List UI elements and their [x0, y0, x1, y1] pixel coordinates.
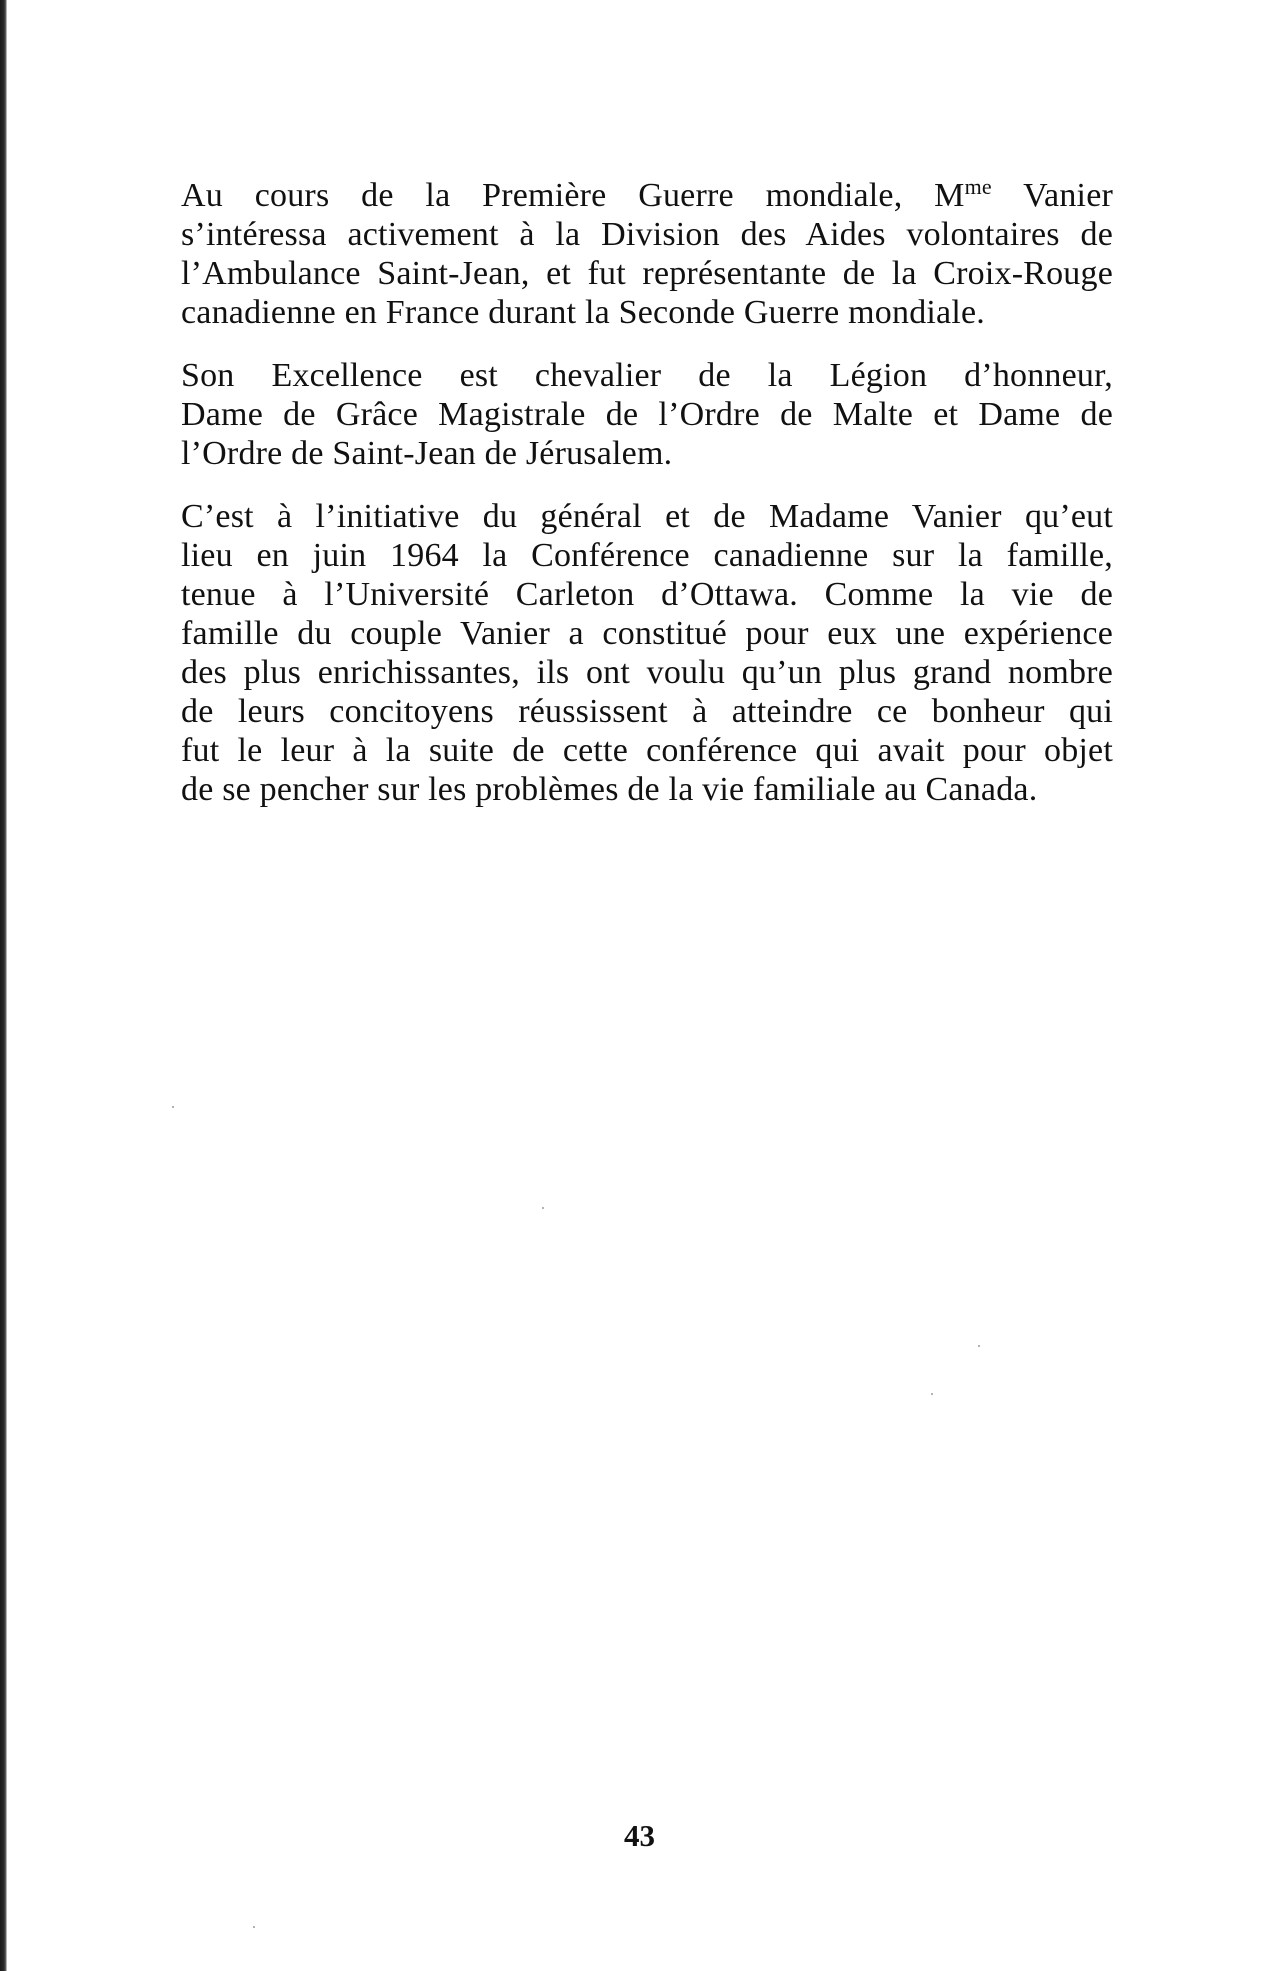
text-line: de se pencher sur les problèmes de la vie familiale au Canada. [181, 771, 1038, 808]
print-speck [542, 1207, 544, 1209]
text-line: l’Ambulance Saint-Jean, et fut représentante de la Croix-Rouge [181, 255, 1113, 292]
print-speck [931, 1393, 933, 1395]
text-line: tenue à l’Université Carleton d’Ottawa. Comme la vie de [181, 576, 1113, 613]
text-line: l’Ordre de Saint-Jean de Jérusalem. [181, 435, 673, 472]
print-speck [978, 1345, 980, 1347]
binding-edge [0, 0, 7, 1971]
print-speck [253, 1926, 255, 1928]
body-text [103, 176, 1113, 833]
paragraph-2 [103, 356, 1113, 473]
text-line: de leurs concitoyens réussissent à atteindre ce bonheur qui [181, 693, 1113, 730]
line-text-start: Au cours de la Première Guerre mondiale, M [181, 177, 965, 214]
text-line [103, 176, 1113, 215]
text-line: Dame de Grâce Magistrale de l’Ordre de Malte et Dame de [181, 396, 1113, 433]
superscript-abbreviation: me [964, 174, 992, 199]
text-line: Son Excellence est chevalier de la Légion d’honneur, [181, 357, 1113, 394]
text-line: des plus enrichissantes, ils ont voulu qu’un plus grand nombre [181, 654, 1113, 691]
page-number: 43 [624, 1818, 655, 1853]
text-line: C’est à l’initiative du général et de Madame Vanier qu’eut [181, 498, 1113, 535]
text-line: canadienne en France durant la Seconde Guerre mondiale. [181, 294, 985, 331]
text-line: fut le leur à la suite de cette conférence qui avait pour objet [181, 732, 1113, 769]
text-line: lieu en juin 1964 la Conférence canadienne sur la famille, [181, 537, 1113, 574]
paragraph-3 [103, 497, 1113, 809]
text-line: s’intéressa activement à la Division des Aides volontaires de [181, 216, 1113, 253]
print-speck [172, 1106, 174, 1108]
text-line: famille du couple Vanier a constitué pour eux une expérience [181, 615, 1113, 652]
line-text-end: Vanier [991, 177, 1114, 214]
paragraph-1 [103, 176, 1113, 332]
